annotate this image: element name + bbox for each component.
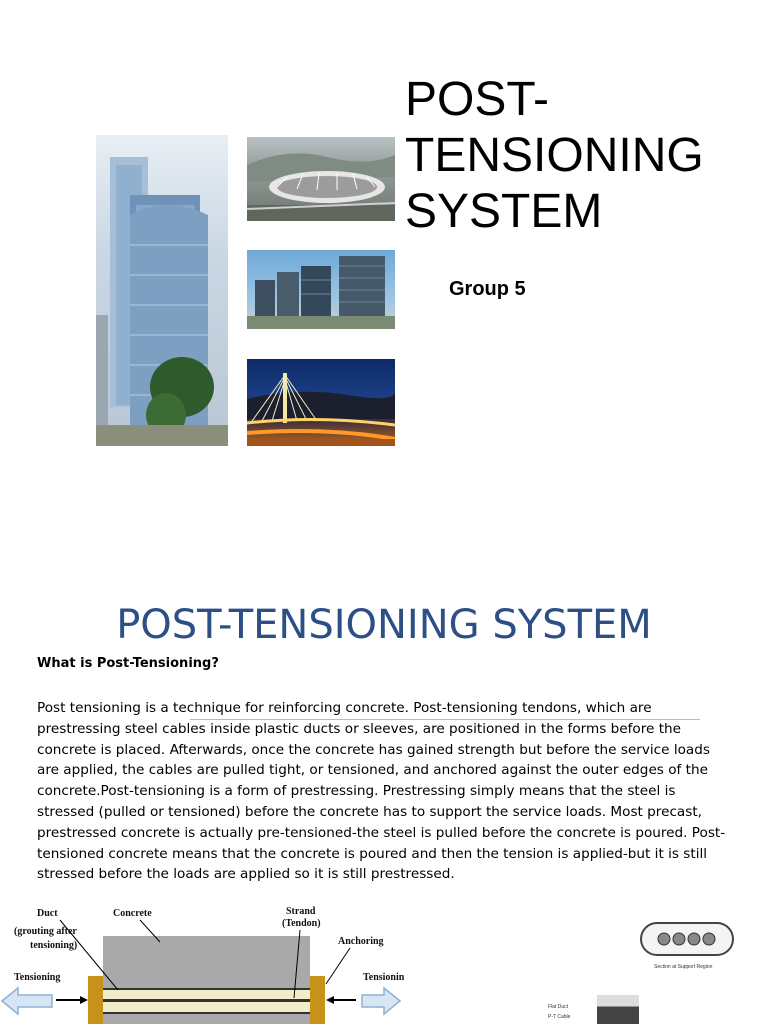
duct-label: Duct [37, 908, 58, 919]
tendon-section-image [640, 922, 734, 956]
section-caption: Section at Support Region [654, 964, 713, 970]
anchoring-label: Anchoring [338, 936, 384, 947]
skyscraper-photo [96, 135, 228, 446]
strand-label: Strand [286, 906, 316, 917]
leader-lines [0, 900, 420, 1024]
flat-duct-image [597, 995, 639, 1024]
concrete-label: Concrete [113, 908, 152, 919]
grouting-label-2: tensioning) [30, 940, 78, 951]
flat-duct-label: Flat Duct [548, 1004, 569, 1010]
tensioning-left-label: Tensioning [14, 972, 61, 983]
definition-paragraph: Post tensioning is a technique for reinforcing concrete. Post-tensioning tendons, which are prestressing steel cables inside plastic ducts or sleeves, are positioned in the forms before the concrete is placed. Afterwards, once the concrete has gained strength but before the service loads are applied, the cables are pulled tight, or tensioned, and anchored against the outer edges of the concrete.Post-tensioning is a form of prestressing. Prestressing simply means that the steel is stressed (pulled or tensioned) before the concrete has to support the service loads. Most precast, prestressed concrete is actually pre-tensioned-the steel is pulled before the concrete is poured. Post-tensioned concrete means that the concrete is poured and then the tension is applied-but it is still stressed before the loads are applied so it is still prestressed. [37, 700, 726, 883]
stadium-photo [247, 137, 395, 221]
tendon-label: (Tendon) [282, 918, 321, 929]
slide-title [405, 72, 745, 240]
group-label: Group 5 [449, 278, 526, 300]
grouting-label: (grouting after [14, 926, 77, 937]
pt-cable-label: P-T Cable [548, 1014, 571, 1020]
slide-heading: POST-TENSIONING SYSTEM [116, 602, 652, 648]
title-line: TENSIONING [405, 129, 704, 182]
definition-slide [0, 570, 768, 1024]
city-buildings-photo [247, 250, 395, 329]
question-heading: What is Post-Tensioning? [37, 656, 219, 671]
tensioning-right-label: Tensionin [363, 972, 405, 983]
title-line: POST- [405, 73, 550, 126]
post-tensioning-diagram [0, 900, 768, 1024]
cable-bridge-photo [247, 359, 395, 446]
title-line: SYSTEM [405, 185, 603, 238]
